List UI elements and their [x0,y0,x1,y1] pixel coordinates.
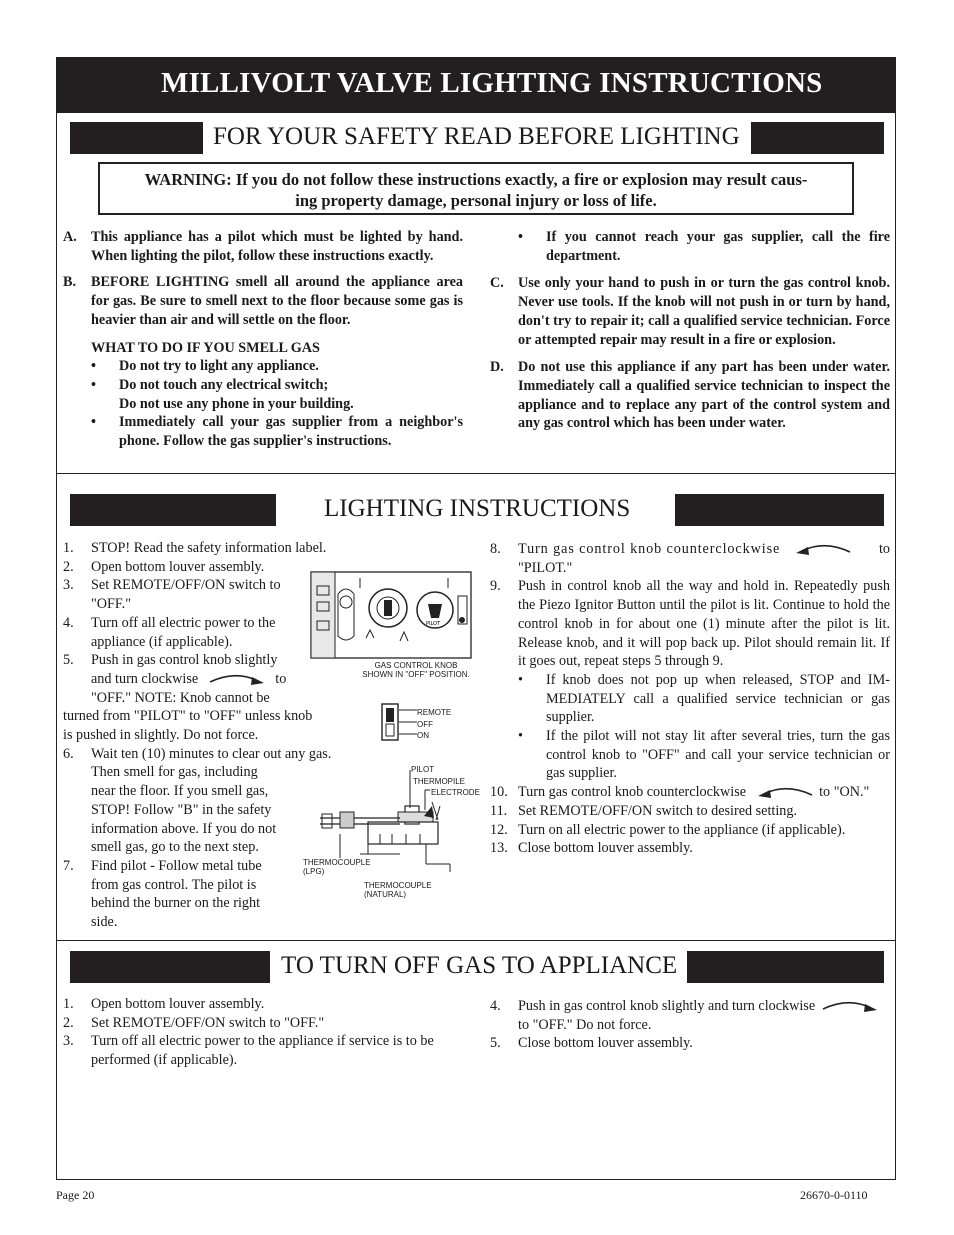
item-d: D. Do not use this appliance if any part has been under water. Immediately call a qualified service technician to inspect the appliance and to replace any part of the control system and any gas control which has been under water. [490,359,890,432]
item-c: C. Use only your hand to push in or turn the gas control knob. Never use tools. If the knob will not push in or turn by hand, don't try to repair it; call a qualified service technician. Force or attempted repair may result in a fire or explosion. [490,275,890,348]
heading-bar-left [70,122,203,154]
smell-bullet-4: • If you cannot reach your gas supplier, call the fire department. [518,229,890,264]
smell-bullet-1: • Do not try to light any appliance. [91,358,319,375]
step-2: 2. Open bottom louver assembly. [63,558,265,575]
off-step-3: 3. Turn off all electric power to the appliance if service is to be performed (if applicable). [63,1033,434,1069]
step-6: 6. Wait ten (10) minutes to clear out any gas. Then smell for gas, including near the floor. If you smell gas, STOP! Follow "B" in the safety information above. If you do not smell gas, go to the next step. [63,745,332,856]
pilot-label: PILOT [411,765,435,774]
step-5: 5. Push in gas control knob slightly and turn clockwise to "OFF." NOTE: Knob cannot be turned from "PILOT" to "OFF" unless knob is pushed in slightly. Do not force. [63,652,313,744]
counterclockwise-arrow-icon [790,543,852,557]
safety-right-column [490,228,890,433]
page-title: MILLIVOLT VALVE LIGHTING INSTRUCTIONS [161,67,823,99]
step-11: 11. Set REMOTE/OFF/ON switch to desired setting. [490,802,798,819]
lighting-right-column [490,540,890,858]
clockwise-arrow-icon [821,1000,881,1014]
lighting-heading-band [70,494,884,526]
step-9-bullet-1: • If knob does not pop up when released, STOP and IM-MEDIATELY call a qualified service technician or gas supplier. [518,671,890,726]
svg-text:PILOT: PILOT [426,621,441,627]
warning-box [98,162,854,215]
off-step-1: 1. Open bottom louver assembly. [63,996,265,1012]
off-step-4: 4. Push in gas control knob slightly and turn clockwise to "OFF." Do not force. [490,997,890,1034]
step-8: 8. Turn gas control knob counterclockwise to "PILOT." [490,541,890,576]
title-bar [57,58,895,113]
item-b: B. BEFORE LIGHTING smell all around the appliance area for gas. Be sure to smell next to the floor because some gas is heavier than air and will settle on the floor. [63,274,463,328]
turnoff-right-column [490,997,890,1053]
thermocouple-natural-label: THERMOCOUPLE (NATURAL) [364,881,432,899]
safety-heading: FOR YOUR SAFETY READ BEFORE LIGHTING [213,123,740,150]
warning-line-1: WARNING: If you do not follow these instructions exactly, a fire or explosion may result caus- [144,170,808,189]
off-step-2: 2. Set REMOTE/OFF/ON switch to "OFF." [63,1014,325,1031]
turnoff-heading: TO TURN OFF GAS TO APPLIANCE [281,952,678,979]
smell-bullet-2: • Do not touch any electrical switch; Do not use any phone in your building. [91,376,354,412]
turnoff-left-column [63,995,473,1070]
heading-bar-left [70,951,270,983]
gas-valve-diagram [308,566,478,676]
thermopile-label: THERMOPILE [413,777,466,786]
smell-heading: WHAT TO DO IF YOU SMELL GAS [91,339,320,356]
document-number: 26670-0-0110 [800,1188,868,1202]
safety-heading-band [70,122,884,154]
warning-line-2: ing property damage, personal injury or loss of life. [295,191,657,210]
heading-bar-left [70,494,276,526]
heading-bar-right [675,494,884,526]
divider-1 [57,473,895,474]
switch-labels: REMOTE OFF ON [417,708,452,740]
step-3: 3. Set REMOTE/OFF/ON switch to "OFF." [63,577,281,613]
off-step-5: 5. Close bottom louver assembly. [490,1035,693,1052]
remote-switch-diagram [380,702,420,744]
step-13: 13. Close bottom louver assembly. [490,840,693,857]
lighting-heading: LIGHTING INSTRUCTIONS [324,495,631,522]
valve-caption: GAS CONTROL KNOB SHOWN IN "OFF" POSITION. [362,661,470,679]
safety-left-column [63,228,463,451]
counterclockwise-arrow-icon [752,786,814,800]
divider-2 [57,940,895,941]
heading-bar-right [751,122,884,154]
step-12: 12. Turn on all electric power to the appliance (if applicable). [490,821,846,838]
electrode-label: ELECTRODE [431,788,480,797]
clockwise-arrow-icon [208,673,268,687]
step-1: 1. STOP! Read the safety information label. [63,540,327,556]
turnoff-heading-band [70,951,884,983]
step-7: 7. Find pilot - Follow metal tube from gas control. The pilot is behind the burner on the right side. [63,857,262,931]
page-number: Page 20 [56,1188,95,1202]
step-9-bullet-2: • If the pilot will not stay lit after several tries, turn the gas control knob to "OFF" and call your service technician or gas supplier. [518,728,890,782]
item-a: A. This appliance has a pilot which must be lighted by hand. When lighting the pilot, follow these instructions exactly. [63,229,463,264]
heading-bar-right [687,951,884,983]
step-4: 4. Turn off all electric power to the appliance (if applicable). [63,614,276,650]
thermocouple-lpg-label: THERMOCOUPLE (LPG) [303,858,371,876]
step-10: 10. Turn gas control knob counterclockwise to "ON." [490,784,870,801]
step-9: 9. Push in control knob all the way and hold in. Repeatedly push the Piezo Ignitor Button until the pilot is lit. Continue to hold the control knob in for about one (1) minute after the pilot is lit. Release knob, and it will pop back up. Pilot should remain lit. If it goes out, repeat steps 5 through 9. [490,578,890,670]
smell-bullet-3: • Immediately call your gas supplier from a neighbor's phone. Follow the gas supplier's instructions. [91,414,463,450]
